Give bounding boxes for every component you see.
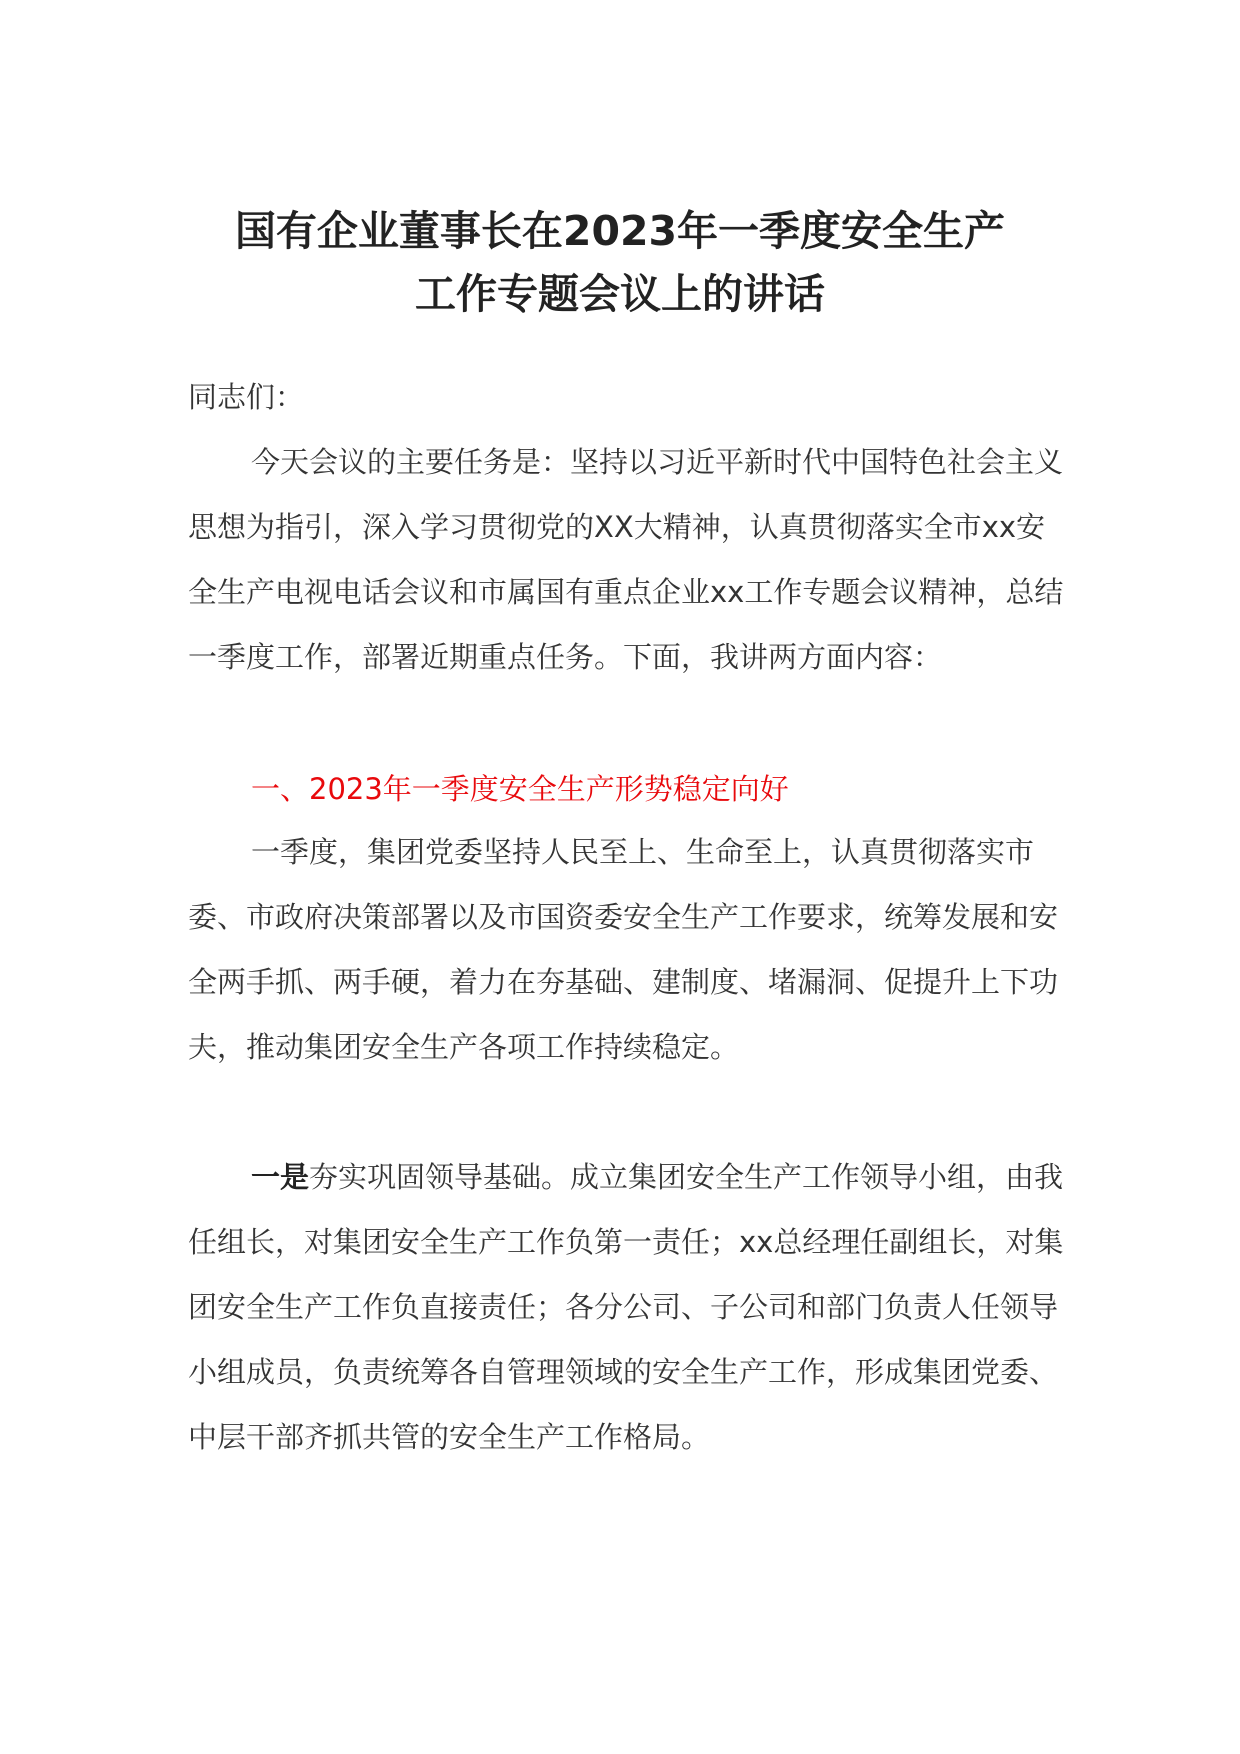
title-line-2: 工作专题会议上的讲话: [415, 270, 825, 318]
point-one-paragraph: [188, 1145, 1068, 1470]
title-line-1: 国有企业董事长在2023年一季度安全生产: [234, 207, 1006, 255]
summary-paragraph: 一季度，集团党委坚持人民至上、生命至上，认真贯彻落实市委、市政府决策部署以及市国资委安全生产工作要求，统筹发展和安全两手抓、两手硬，着力在夯基础、建制度、堵漏洞、促提升上下功夫，推动集团安全生产各项工作持续稳定。: [188, 835, 1059, 1064]
greeting: 同志们：: [188, 380, 305, 414]
point-one-text: 夯实巩固领导基础。成立集团安全生产工作领导小组，由我任组长，对集团安全生产工作负第一责任；xx总经理任副组长，对集团安全生产工作负直接责任；各分公司、子公司和部门负责人任领导小组成员，负责统筹各自管理领域的安全生产工作，形成集团党委、中层干部齐抓共管的安全生产工作格局。: [188, 1160, 1064, 1454]
intro-paragraph: 今天会议的主要任务是：坚持以习近平新时代中国特色社会主义思想为指引，深入学习贯彻党的XX大精神，认真贯彻落实全市xx安全生产电视电话会议和市属国有重点企业xx工作专题会议精神，总结一季度工作，部署近期重点任务。下面，我讲两方面内容：: [188, 445, 1064, 674]
point-one-lead: 一是: [251, 1160, 310, 1194]
section-heading-1: 一、2023年一季度安全生产形势稳定向好: [251, 772, 789, 806]
document-title: [150, 200, 1090, 326]
